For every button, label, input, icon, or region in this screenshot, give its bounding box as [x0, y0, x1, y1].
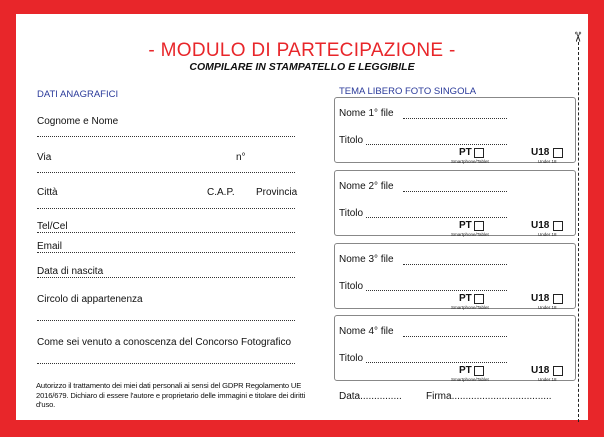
label-province: Provincia: [256, 187, 298, 198]
pt-checkbox[interactable]: [474, 294, 484, 304]
photo-entry: [334, 243, 576, 309]
field-file-name[interactable]: [403, 264, 507, 265]
photo-entry: [334, 170, 576, 236]
field-club[interactable]: [37, 320, 295, 321]
u18-label: U18: [531, 147, 550, 158]
pt-checkbox[interactable]: [474, 148, 484, 158]
label-photo-title: Titolo: [339, 281, 364, 292]
label-source: Come sei venuto a conoscenza del Concorso Fotografico: [37, 337, 292, 348]
field-photo-title[interactable]: [366, 144, 507, 145]
label-street: Via: [37, 152, 52, 163]
field-city[interactable]: [37, 208, 295, 209]
u18-note: Under 18: [538, 305, 557, 310]
form-subtitle: COMPILARE IN STAMPATELLO E LEGGIBILE: [189, 61, 415, 73]
field-file-name[interactable]: [403, 118, 507, 119]
pt-label: PT: [459, 147, 472, 158]
label-photo-title: Titolo: [339, 135, 364, 146]
pt-note: Smartphone/Tablet: [451, 377, 489, 382]
u18-label: U18: [531, 220, 550, 231]
field-phone[interactable]: [37, 232, 295, 233]
label-file-name: Nome 1° file: [339, 108, 394, 119]
pt-checkbox[interactable]: [474, 221, 484, 231]
field-file-name[interactable]: [403, 191, 507, 192]
pt-note: Smartphone/Tablet: [451, 305, 489, 310]
u18-checkbox[interactable]: [553, 221, 563, 231]
label-file-name: Nome 3° file: [339, 254, 394, 265]
field-email[interactable]: [37, 252, 295, 253]
field-photo-title[interactable]: [366, 290, 507, 291]
label-birth: Data di nascita: [37, 266, 104, 277]
field-file-name[interactable]: [403, 336, 507, 337]
field-photo-title[interactable]: [366, 362, 507, 363]
field-source[interactable]: [37, 363, 295, 364]
cut-line: [578, 42, 579, 422]
pt-label: PT: [459, 365, 472, 376]
u18-checkbox[interactable]: [553, 366, 563, 376]
u18-note: Under 18: [538, 159, 557, 164]
u18-checkbox[interactable]: [553, 294, 563, 304]
label-date: Data: [339, 391, 361, 402]
pt-checkbox[interactable]: [474, 366, 484, 376]
label-file-name: Nome 4° file: [339, 326, 394, 337]
field-birth[interactable]: [37, 277, 295, 278]
photo-entry: [334, 315, 576, 381]
label-number: n°: [236, 152, 246, 163]
label-photo-title: Titolo: [339, 353, 364, 364]
scissors-icon: ✂: [568, 31, 585, 43]
field-signature[interactable]: ....................................: [451, 391, 552, 402]
field-date[interactable]: ...............: [360, 391, 402, 402]
signature-row[interactable]: [426, 391, 552, 402]
field-name[interactable]: [37, 136, 295, 137]
pt-label: PT: [459, 220, 472, 231]
form-title: - MODULO DI PARTECIPAZIONE -: [148, 40, 456, 61]
date-row[interactable]: [339, 391, 402, 402]
label-cap: C.A.P.: [207, 187, 235, 198]
u18-note: Under 18: [538, 377, 557, 382]
pt-note: Smartphone/Tablet: [451, 232, 489, 237]
label-city: Città: [37, 187, 58, 198]
section-photo-entries: TEMA LIBERO FOTO SINGOLA: [339, 86, 477, 97]
section-personal-data: DATI ANAGRAFICI: [37, 89, 119, 100]
pt-note: Smartphone/Tablet: [451, 159, 489, 164]
label-name: Cognome e Nome: [37, 116, 119, 127]
privacy-notice: Autorizzo il trattamento dei miei dati personali ai sensi del GDPR Regolamento UE 2016/679. Dichiaro di essere l'autore e proprietario delle immagini e titolare dei diritti d'uso.: [36, 381, 306, 409]
u18-label: U18: [531, 293, 550, 304]
field-street[interactable]: [37, 172, 295, 173]
u18-label: U18: [531, 365, 550, 376]
label-signature: Firma: [426, 391, 452, 402]
u18-note: Under 18: [538, 232, 557, 237]
label-photo-title: Titolo: [339, 208, 364, 219]
pt-label: PT: [459, 293, 472, 304]
label-phone: Tel/Cel: [37, 221, 68, 232]
label-email: Email: [37, 241, 63, 252]
u18-checkbox[interactable]: [553, 148, 563, 158]
field-photo-title[interactable]: [366, 217, 507, 218]
label-file-name: Nome 2° file: [339, 181, 394, 192]
photo-entry: [334, 97, 576, 163]
label-club: Circolo di appartenenza: [37, 294, 143, 305]
